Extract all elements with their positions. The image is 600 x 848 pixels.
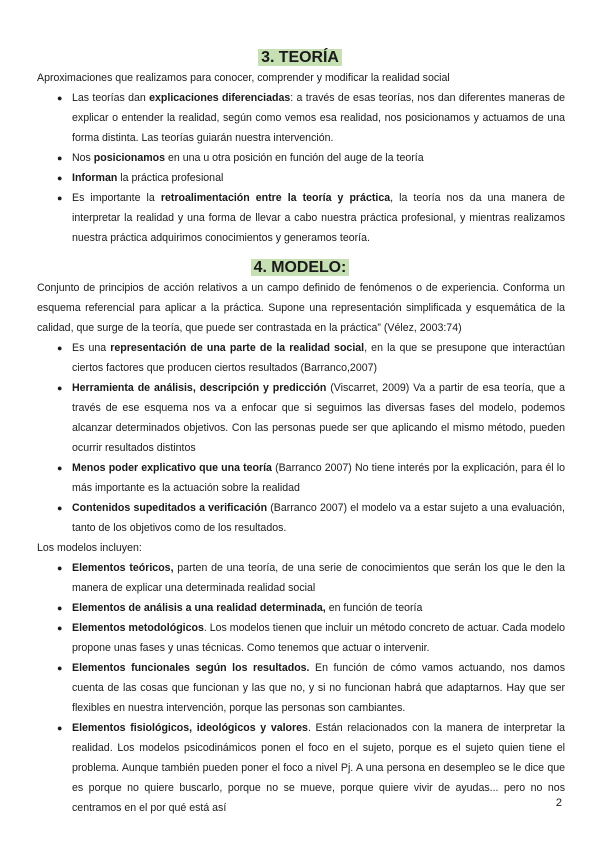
page-number: 2 xyxy=(555,797,562,809)
section-3-body xyxy=(37,68,565,248)
bullet-icon: ● xyxy=(57,603,63,613)
section-3-list xyxy=(37,88,565,248)
bullet-icon: ● xyxy=(57,563,63,573)
list-item: ● Elementos teóricos, parten de una teoría, de una serie de conocimientos que serán los que le den la manera de explicar una determinada realidad social xyxy=(37,558,565,598)
list-item: ● Elementos fisiológicos, ideológicos y valores. Están relacionados con la manera de interpretar la realidad. Los modelos psicodinámicos ponen el foco en el sujeto, porque es el sujeto quien tiene el problema. Aunque también pueden poner el foco a nivel Pj. A una persona en desempleo se le dice que es porque no quiere buscarlo, porque no se mueve, porque quiere vivir de ayudas... pero no nos centramos en el por qué está así xyxy=(37,718,565,818)
list-item: ● Herramienta de análisis, descripción y predicción (Viscarret, 2009) Va a partir de esa teoría, que a través de ese esquema nos va a enfocar que si seguimos las diversas fases del modelo, podemos alcanzar determinados objetivos. Con las personas puede ser que aplicando el mismo método, pueden ocurrir resultados distintos xyxy=(37,378,565,458)
list-item: ● Elementos de análisis a una realidad determinada, en función de teoría xyxy=(37,598,565,618)
bullet-icon: ● xyxy=(57,623,63,633)
bullet-icon: ● xyxy=(57,93,63,103)
list-item: ● Contenidos supeditados a verificación (Barranco 2007) el modelo va a estar sujeto a una evaluación, tanto de los objetivos como de los resultados. xyxy=(37,498,565,538)
bullet-icon: ● xyxy=(57,503,63,513)
section-4-list xyxy=(37,338,565,538)
bullet-icon: ● xyxy=(57,343,63,353)
list-item: ● Las teorías dan explicaciones diferenciadas: a través de esas teorías, nos dan diferentes maneras de explicar o entender la realidad, según como vemos esa realidad, nos posicionamos y actuamos de una forma distinta. Las teorías guiarán nuestra intervención. xyxy=(37,88,565,148)
models-intro: Los modelos incluyen: xyxy=(37,542,142,554)
bullet-icon: ● xyxy=(57,663,63,673)
models-list xyxy=(37,558,565,818)
bullet-icon: ● xyxy=(57,463,63,473)
section-4-intro: Conjunto de principios de acción relativos a un campo definido de fenómenos o de experiencia. Conforma un esquema referencial para aplicar a la práctica. Supone una representación simplificada y esquemática de la calidad, que surge de la teoría, que puede ser contrastada en la práctica” (Vélez, 2003:74) xyxy=(37,282,565,334)
section-4-body xyxy=(37,278,565,818)
list-item: ● Elementos funcionales según los resultados. En función de cómo vamos actuando, nos damos cuenta de las cosas que funcionan y las que no, y si no funcionan habrá que adaptarnos. Hay que ser flexibles en nuestra intervención, porque las personas son cambiantes. xyxy=(37,658,565,718)
bullet-icon: ● xyxy=(57,173,63,183)
bullet-icon: ● xyxy=(57,723,63,733)
list-item: ● Informan la práctica profesional xyxy=(37,168,565,188)
list-item: ● Elementos metodológicos. Los modelos tienen que incluir un método concreto de actuar. Cada modelo propone unas fases y unas técnicas. Como tenemos que actuar o intervenir. xyxy=(37,618,565,658)
section-4-heading: 4. MODELO: xyxy=(0,261,600,275)
bullet-icon: ● xyxy=(57,383,63,393)
section-3-heading: 3. TEORÍA xyxy=(0,51,600,65)
bullet-icon: ● xyxy=(57,153,63,163)
section-3-intro: Aproximaciones que realizamos para conocer, comprender y modificar la realidad social xyxy=(37,72,450,84)
list-item: ● Es una representación de una parte de la realidad social, en la que se presupone que interactúan ciertos factores que producen ciertos resultados (Barranco,2007) xyxy=(37,338,565,378)
list-item: ● Es importante la retroalimentación entre la teoría y práctica, la teoría nos da una manera de interpretar la realidad y una forma de llevar a cabo nuestra práctica profesional, y mientras realizamos nuestra práctica adquirimos conocimientos y generamos teoría. xyxy=(37,188,565,248)
bullet-icon: ● xyxy=(57,193,63,203)
list-item: ● Menos poder explicativo que una teoría (Barranco 2007) No tiene interés por la explicación, para él lo más importante es la actuación sobre la realidad xyxy=(37,458,565,498)
list-item: ● Nos posicionamos en una u otra posición en función del auge de la teoría xyxy=(37,148,565,168)
